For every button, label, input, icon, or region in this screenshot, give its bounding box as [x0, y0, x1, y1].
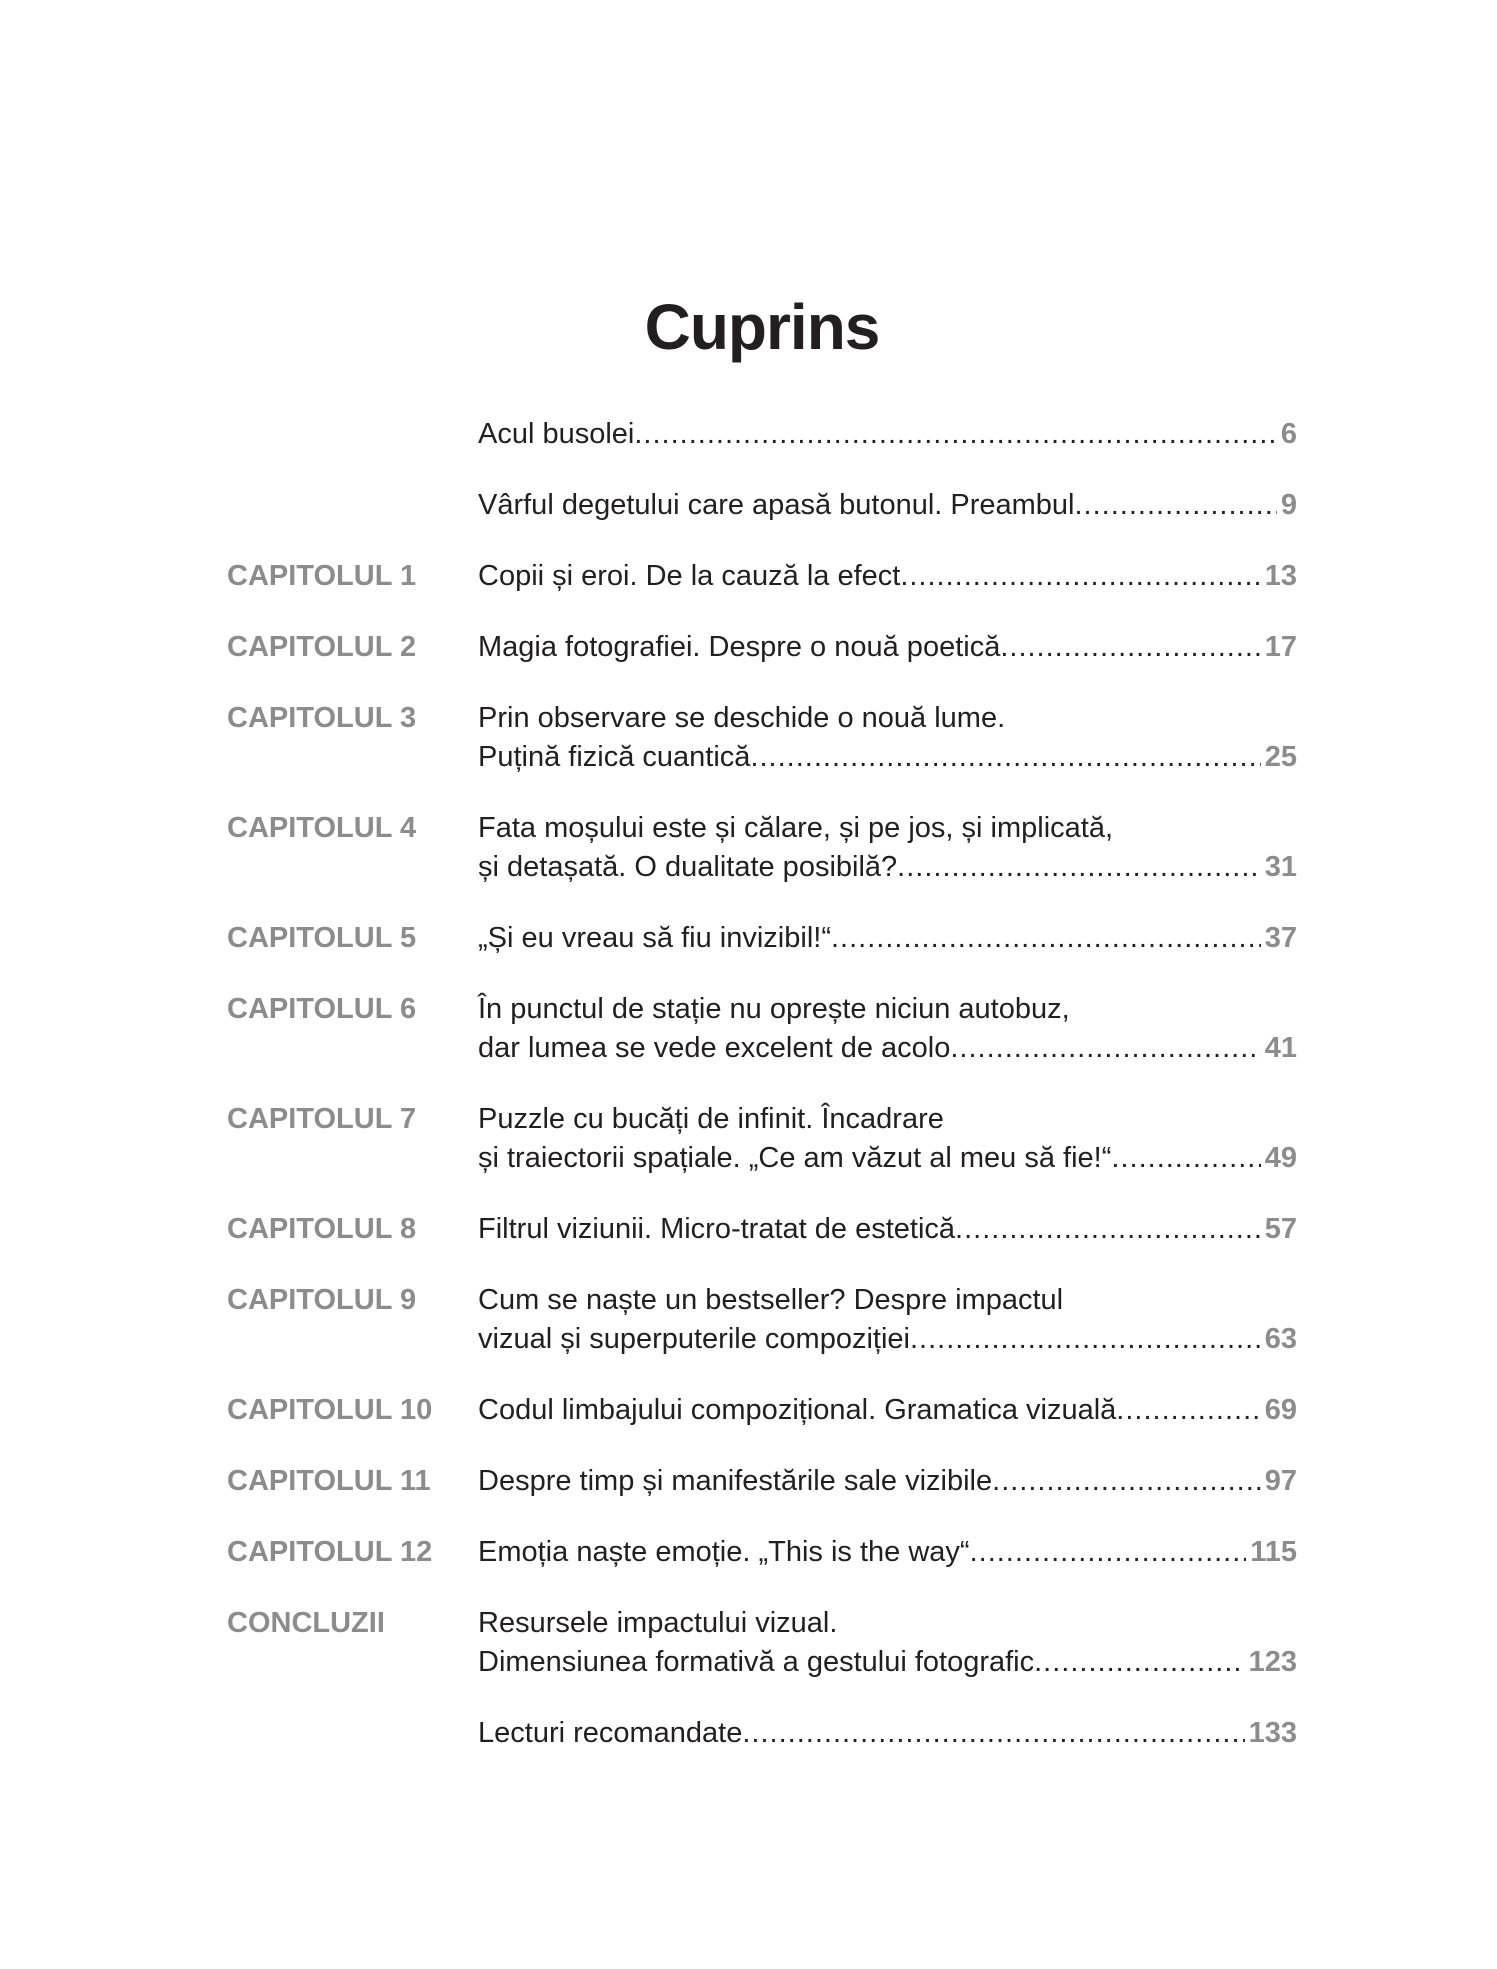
dot-leader [900, 557, 1260, 596]
entry-title: În punctul de stație nu oprește niciun autobuz, [478, 993, 1070, 1025]
page-number: 133 [1248, 1717, 1297, 1749]
page-number: 37 [1264, 922, 1297, 954]
chapter-label: CAPITOLUL 12 [227, 1536, 433, 1568]
chapter-label: CAPITOLUL 5 [227, 922, 417, 954]
entry-body [478, 809, 1297, 887]
page-number: 13 [1264, 560, 1297, 592]
entry-title: și detașată. O dualitate posibilă? [478, 851, 898, 883]
entry-title: Cum se naște un bestseller? Despre impactul [478, 1284, 1064, 1316]
toc-entry[interactable] [227, 809, 1297, 887]
page-number: 123 [1248, 1646, 1297, 1678]
entry-title: Magia fotografiei. Despre o nouă poetică [478, 631, 1001, 663]
entry-title-line [478, 1100, 1297, 1139]
toc-entry[interactable] [227, 1281, 1297, 1359]
chapter-label: CAPITOLUL 4 [227, 812, 417, 844]
page-number: 69 [1264, 1394, 1297, 1426]
entry-title: Acul busolei [478, 418, 635, 450]
chapter-label: CAPITOLUL 3 [227, 702, 417, 734]
dot-leader [1034, 1643, 1244, 1682]
toc-entry[interactable] [227, 1533, 1297, 1572]
page-number: 25 [1264, 741, 1297, 773]
entry-body [478, 699, 1297, 777]
page-number: 9 [1280, 489, 1297, 521]
dot-leader [910, 1320, 1261, 1359]
dot-leader [1111, 1139, 1260, 1178]
page-number: 49 [1264, 1142, 1297, 1174]
entry-title-line [478, 628, 1297, 667]
page-number: 57 [1264, 1213, 1297, 1245]
entry-title: Prin observare se deschide o nouă lume. [478, 702, 1006, 734]
dot-leader [742, 1714, 1244, 1753]
page-number: 6 [1280, 418, 1297, 450]
page-number: 41 [1264, 1032, 1297, 1064]
toc-entry[interactable] [227, 699, 1297, 777]
entry-title-line [478, 809, 1297, 848]
entry-title: Resursele impactului vizual. [478, 1607, 838, 1639]
entry-title-line [478, 1533, 1297, 1572]
toc-entry[interactable] [227, 486, 1297, 525]
entry-title: Filtrul viziunii. Micro-tratat de estetică [478, 1213, 956, 1245]
entry-title: Fata moșului este și călare, și pe jos, și implicată, [478, 812, 1114, 844]
entry-body [478, 990, 1297, 1068]
toc-entry[interactable] [227, 990, 1297, 1068]
entry-title-line [478, 1462, 1297, 1501]
entry-title: Lecturi recomandate [478, 1717, 743, 1749]
entry-title: dar lumea se vede excelent de acolo [478, 1032, 951, 1064]
chapter-label [227, 486, 478, 525]
dot-leader [992, 1462, 1261, 1501]
chapter-label: CAPITOLUL 8 [227, 1213, 417, 1245]
entry-title-line [478, 557, 1297, 596]
entry-title-line [478, 1281, 1297, 1320]
chapter-label: CAPITOLUL 10 [227, 1394, 433, 1426]
entry-title-line [478, 1714, 1297, 1753]
entry-body [478, 1462, 1297, 1501]
page-title: Cuprins [644, 291, 880, 363]
page-number: 63 [1264, 1323, 1297, 1355]
entry-title-line [478, 1391, 1297, 1430]
chapter-label: CAPITOLUL 6 [227, 993, 417, 1025]
chapter-label [227, 415, 478, 454]
entry-title: vizual și superputerile compoziției [478, 1323, 910, 1355]
toc-entry[interactable] [227, 1391, 1297, 1430]
toc-entry[interactable] [227, 1714, 1297, 1753]
entry-title-line [478, 990, 1297, 1029]
entry-title-line [478, 848, 1297, 887]
chapter-label: CAPITOLUL 11 [227, 1465, 431, 1497]
entry-body [478, 919, 1297, 958]
entry-body [478, 1604, 1297, 1682]
dot-leader [955, 1210, 1261, 1249]
entry-title-line [478, 415, 1297, 454]
entry-title-line [478, 486, 1297, 525]
entry-title-line [478, 1320, 1297, 1359]
entry-title-line [478, 738, 1297, 777]
dot-leader [1116, 1391, 1260, 1430]
entry-title-line [478, 1139, 1297, 1178]
entry-title-line [478, 1210, 1297, 1249]
entry-body [478, 1714, 1297, 1753]
toc-entry[interactable] [227, 628, 1297, 667]
chapter-label: CAPITOLUL 7 [227, 1103, 417, 1135]
entry-title: și traiectorii spațiale. „Ce am văzut al meu să fie!“ [478, 1142, 1112, 1174]
chapter-label: CONCLUZII [227, 1607, 385, 1639]
entry-title-line [478, 1029, 1297, 1068]
entry-title: „Și eu vreau să fiu invizibil!“ [478, 922, 831, 954]
dot-leader [1000, 628, 1260, 667]
entry-body [478, 1391, 1297, 1430]
chapter-label: CAPITOLUL 9 [227, 1284, 417, 1316]
entry-body [478, 415, 1297, 454]
entry-body [478, 1210, 1297, 1249]
chapter-label [227, 1714, 478, 1753]
table-of-contents [227, 415, 1297, 1785]
dot-leader [634, 415, 1276, 454]
toc-entry[interactable] [227, 415, 1297, 454]
entry-title-line [478, 1643, 1297, 1682]
dot-leader [1075, 486, 1277, 525]
entry-body [478, 486, 1297, 525]
entry-title: Vârful degetului care apasă butonul. Preambul [478, 489, 1075, 521]
entry-body [478, 1533, 1297, 1572]
dot-leader [831, 919, 1261, 958]
dot-leader [750, 738, 1260, 777]
dot-leader [950, 1029, 1260, 1068]
dot-leader [897, 848, 1261, 887]
dot-leader [970, 1533, 1247, 1572]
chapter-label: CAPITOLUL 2 [227, 631, 417, 663]
entry-title: Emoția naște emoție. „This is the way“ [478, 1536, 970, 1568]
toc-entry[interactable] [227, 1100, 1297, 1178]
toc-entry[interactable] [227, 1210, 1297, 1249]
toc-entry[interactable] [227, 1604, 1297, 1682]
entry-title: Copii și eroi. De la cauză la efect [478, 560, 901, 592]
entry-title-line [478, 1604, 1297, 1643]
entry-title: Codul limbajului compozițional. Gramatica vizuală [478, 1394, 1117, 1426]
page-number: 115 [1250, 1536, 1297, 1568]
toc-entry[interactable] [227, 557, 1297, 596]
entry-body [478, 628, 1297, 667]
entry-body [478, 1281, 1297, 1359]
entry-title: Despre timp și manifestările sale vizibile [478, 1465, 993, 1497]
entry-body [478, 557, 1297, 596]
toc-entry[interactable] [227, 1462, 1297, 1501]
page-number: 31 [1264, 851, 1297, 883]
page-number: 17 [1264, 631, 1297, 663]
toc-entry[interactable] [227, 919, 1297, 958]
chapter-label: CAPITOLUL 1 [227, 560, 417, 592]
page-number: 97 [1264, 1465, 1297, 1497]
entry-title-line [478, 699, 1297, 738]
entry-title-line [478, 919, 1297, 958]
entry-title: Puzzle cu bucăți de infinit. Încadrare [478, 1103, 944, 1135]
entry-title: Puțină fizică cuantică [478, 741, 751, 773]
entry-title: Dimensiunea formativă a gestului fotografic [478, 1646, 1035, 1678]
entry-body [478, 1100, 1297, 1178]
